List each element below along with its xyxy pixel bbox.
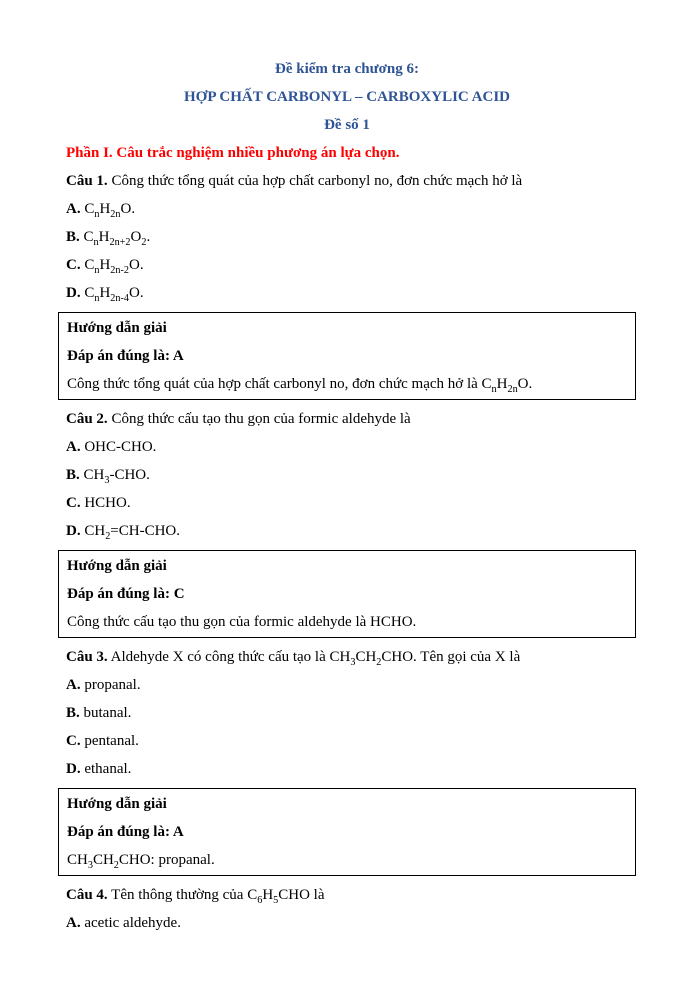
question-3-option-b [66, 704, 628, 722]
option-label: A. [66, 677, 81, 693]
section-header: Phần I. Câu trắc nghiệm nhiều phương án lựa chọn. [66, 145, 400, 161]
option-text: $C_nH_{2n-4}O$. [84, 285, 144, 304]
exam-title-line2: HỢP CHẤT CARBONYL – CARBOXYLIC ACID [183, 89, 510, 105]
option-label: B. [66, 229, 80, 245]
question-1-line [66, 172, 628, 190]
option-text: $C_nH_{2n-2}O$. [84, 257, 144, 276]
option-label: C. [66, 257, 81, 273]
option-text: $CH_2=CH$-CHO. [84, 523, 180, 542]
question-3-solution-box [58, 788, 636, 876]
question-4-label: Câu 4. [66, 887, 108, 903]
exam-number: Đề số 1 [324, 117, 370, 133]
option-text: $C_nH_{2n+2}O_2$. [83, 229, 151, 248]
solution-heading-text: Hướng dẫn giải [67, 796, 167, 812]
question-4-line [66, 886, 628, 904]
question-1-option-c [66, 256, 628, 274]
solution-explanation: Công thức cấu tạo thu gọn của formic aldehyde là HCHO. [67, 614, 417, 630]
option-label: D. [66, 285, 81, 301]
solution-heading [67, 557, 627, 575]
option-label: B. [66, 705, 80, 721]
solution-explanation: Công thức tổng quát của hợp chất carbonyl no, đơn chức mạch hở là $C_nH_{2n}O$. [67, 376, 533, 395]
question-2-option-b [66, 466, 628, 484]
question-3-option-c [66, 732, 628, 750]
question-2-option-d [66, 522, 628, 540]
question-2-option-a [66, 438, 628, 456]
question-3-text: Aldehyde X có công thức cấu tạo là $CH_3CH_2CHO$. Tên gọi của X là [110, 649, 521, 668]
question-4-option-a [66, 914, 628, 932]
option-text: HCHO. [84, 495, 131, 511]
option-label: C. [66, 495, 81, 511]
option-label: A. [66, 439, 81, 455]
solution-heading [67, 319, 627, 337]
question-2-solution-box [58, 550, 636, 638]
solution-answer [67, 347, 627, 365]
option-text: pentanal. [84, 733, 139, 749]
question-3-option-d [66, 760, 628, 778]
solution-heading-text: Hướng dẫn giải [67, 558, 167, 574]
option-text: acetic aldehyde. [84, 915, 181, 931]
option-label: D. [66, 761, 81, 777]
option-label: D. [66, 523, 81, 539]
solution-heading-text: Hướng dẫn giải [67, 320, 167, 336]
question-2-line [66, 410, 628, 428]
option-text: OHC-CHO. [84, 439, 157, 455]
option-label: A. [66, 915, 81, 931]
option-label: A. [66, 201, 81, 217]
question-3-line [66, 648, 628, 666]
exam-title-line1: Đề kiểm tra chương 6: [275, 61, 419, 77]
solution-answer-text: Đáp án đúng là: A [67, 348, 184, 364]
solution-answer-text: Đáp án đúng là: C [67, 586, 185, 602]
solution-explanation: $CH_3CH_2CHO$: propanal. [67, 852, 215, 871]
option-text: propanal. [84, 677, 141, 693]
question-3-option-a [66, 676, 628, 694]
question-3-label: Câu 3. [66, 649, 108, 665]
option-label: B. [66, 467, 80, 483]
question-1-solution-box [58, 312, 636, 400]
solution-heading [67, 795, 627, 813]
option-label: C. [66, 733, 81, 749]
option-text: ethanal. [84, 761, 132, 777]
question-1-label: Câu 1. [66, 173, 108, 189]
solution-answer-text: Đáp án đúng là: A [67, 824, 184, 840]
question-1-option-b [66, 228, 628, 246]
option-text: butanal. [83, 705, 132, 721]
option-text: $CH_3$-CHO. [83, 467, 150, 486]
question-2-label: Câu 2. [66, 411, 108, 427]
solution-answer [67, 585, 627, 603]
solution-answer [67, 823, 627, 841]
question-2-option-c [66, 494, 628, 512]
question-2-text: Công thức cấu tạo thu gọn của formic aldehyde là [111, 411, 411, 427]
question-1-option-a [66, 200, 628, 218]
option-text: $C_nH_{2n}O$. [84, 201, 136, 220]
question-1-option-d [66, 284, 628, 302]
question-1-text: Công thức tổng quát của hợp chất carbonyl no, đơn chức mạch hở là [111, 173, 523, 189]
question-4-text: Tên thông thường của $C_6H_5CHO$ là [111, 887, 325, 906]
